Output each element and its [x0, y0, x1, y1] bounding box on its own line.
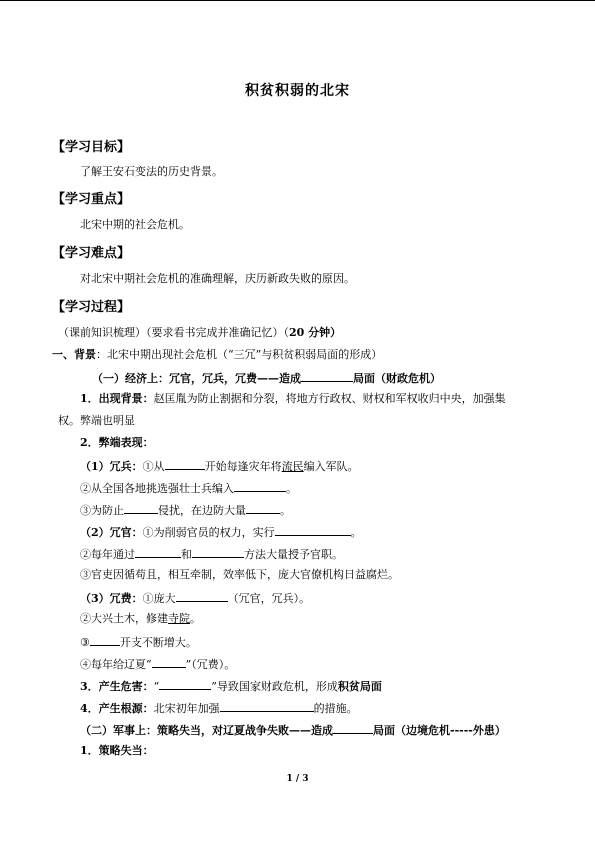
item1-text: 赵匡胤为防止割据和分裂，将地方行政权、财权和军权收归中央，加强集 — [153, 392, 506, 405]
cost3-number: ③ — [80, 636, 90, 649]
official-line3: ③官吏因循苟且，相互牵制，效率低下，庞大官僚机构日益腐烂。 — [80, 568, 399, 581]
item1-continued: 权。弊端也明显 — [58, 414, 135, 427]
cost2-underlined: 寺院 — [168, 612, 190, 625]
item4-text-b: 的措施。 — [313, 702, 358, 715]
item1-label: 1．出现背景： — [80, 392, 154, 405]
item3-line — [80, 678, 565, 694]
economy-text: （一）经济上：冗官，冗兵，冗费——造成 — [92, 372, 301, 385]
military-text: （二）军事上：策略失当，对辽夏战争失败——造成 — [80, 724, 333, 737]
economy-heading — [92, 370, 577, 386]
cost-line3 — [80, 634, 565, 650]
goal-text: 了解王安石变法的历史背景。 — [80, 165, 223, 178]
official-line2 — [80, 546, 565, 562]
fill-blank[interactable] — [159, 678, 211, 690]
army3-end: 。 — [280, 504, 291, 517]
item3-quote-open: “ — [153, 680, 160, 693]
item3-result: 积贫局面 — [337, 680, 382, 693]
official2-text-c: 方法大量授予官职。 — [244, 548, 343, 561]
background-line — [52, 348, 537, 362]
army-line2 — [80, 480, 565, 496]
intro-close: ） — [330, 326, 342, 339]
army2-end: 。 — [286, 482, 297, 495]
army-underlined: 流民 — [281, 460, 304, 473]
military-heading — [80, 722, 565, 738]
intro-line — [58, 326, 543, 340]
item3-label: 3．产生危害： — [80, 680, 154, 693]
section-heading-difficulty: 【学习难点】 — [52, 246, 131, 261]
page-title: 积贫积弱的北宋 — [245, 83, 350, 99]
army2-text: ②从全国各地挑选强壮士兵编入 — [80, 482, 234, 495]
fill-blank[interactable] — [234, 480, 286, 492]
official-label: （2）冗官： — [80, 526, 143, 539]
army-text-a: ①从 — [142, 460, 165, 473]
fill-blank[interactable] — [165, 458, 205, 470]
fill-blank[interactable] — [275, 524, 351, 536]
official2-text-b: 和 — [181, 548, 192, 561]
section-heading-process: 【学习过程】 — [52, 300, 131, 315]
cost4-text-a: ④每年给辽夏“ — [80, 658, 152, 671]
cost-line1 — [80, 590, 565, 606]
fill-blank[interactable] — [135, 546, 181, 558]
cost3-text: 开支不断增大。 — [119, 636, 197, 649]
background-number: 一、 — [52, 348, 74, 361]
fill-blank[interactable] — [301, 370, 353, 382]
army3-text-b: 侵扰，在边防大量 — [158, 504, 246, 517]
intro-duration: 20 分钟 — [289, 326, 331, 339]
army-text-c: 编入军队。 — [303, 460, 359, 473]
cost-text-b: （冗官，冗兵）。 — [227, 592, 311, 605]
official-text: ①为削弱官员的权力，实行 — [142, 526, 275, 539]
cost-text-a: ①庞大 — [142, 592, 176, 605]
army-text-b: 开始每逢灾年将 — [204, 460, 282, 473]
economy-result: 局面（财政危机） — [353, 372, 441, 385]
section-heading-goal: 【学习目标】 — [52, 140, 131, 155]
army-line1 — [80, 458, 565, 474]
difficulty-text: 对北宋中期社会危机的准确理解，庆历新政失败的原因。 — [80, 272, 355, 285]
background-label: 背景 — [74, 348, 96, 361]
item4-line — [80, 700, 565, 716]
item2-label: 2．弊端表现： — [80, 436, 154, 449]
fill-blank[interactable] — [246, 502, 280, 514]
fill-blank[interactable] — [176, 590, 228, 602]
item4-label: 4．产生根源： — [80, 702, 154, 715]
official2-text-a: ②每年通过 — [80, 548, 135, 561]
item1-line — [80, 392, 565, 406]
section-heading-key: 【学习重点】 — [52, 192, 131, 207]
fill-blank[interactable] — [152, 656, 186, 668]
official-end: 。 — [350, 526, 362, 539]
background-text: ：北宋中期出现社会危机（“三冗”与积贫积弱局面的形成） — [96, 348, 383, 361]
item3-text: ”导致国家财政危机，形成 — [211, 680, 338, 693]
cost-label: （3）冗费： — [80, 592, 143, 605]
cost2-end: 。 — [190, 612, 201, 625]
fill-blank[interactable] — [192, 546, 244, 558]
official-line1 — [80, 524, 565, 540]
key-text: 北宋中期的社会危机。 — [80, 218, 190, 231]
military-result: 局面（边境危机-----外患） — [373, 724, 506, 737]
cost-line2 — [80, 612, 565, 626]
military-item1: 1．策略失当： — [80, 744, 154, 757]
item4-text-a: 北宋初年加强 — [153, 702, 220, 715]
army3-text-a: ③为防止 — [80, 504, 124, 517]
cost4-text-b: ”（冗费）。 — [185, 658, 236, 671]
fill-blank[interactable] — [124, 502, 158, 514]
cost2-text-a: ②大兴土木，修建 — [80, 612, 168, 625]
fill-blank[interactable] — [220, 700, 314, 712]
cost-line4 — [80, 656, 565, 672]
page-number: 1 / 3 — [286, 774, 309, 784]
fill-blank[interactable] — [333, 722, 373, 734]
army-label: （1）冗兵： — [80, 460, 143, 473]
intro-text: （课前知识梳理）（要求看书完成并准确记忆）（ — [58, 326, 289, 339]
army-line3 — [80, 502, 565, 518]
fill-blank[interactable] — [90, 634, 120, 646]
